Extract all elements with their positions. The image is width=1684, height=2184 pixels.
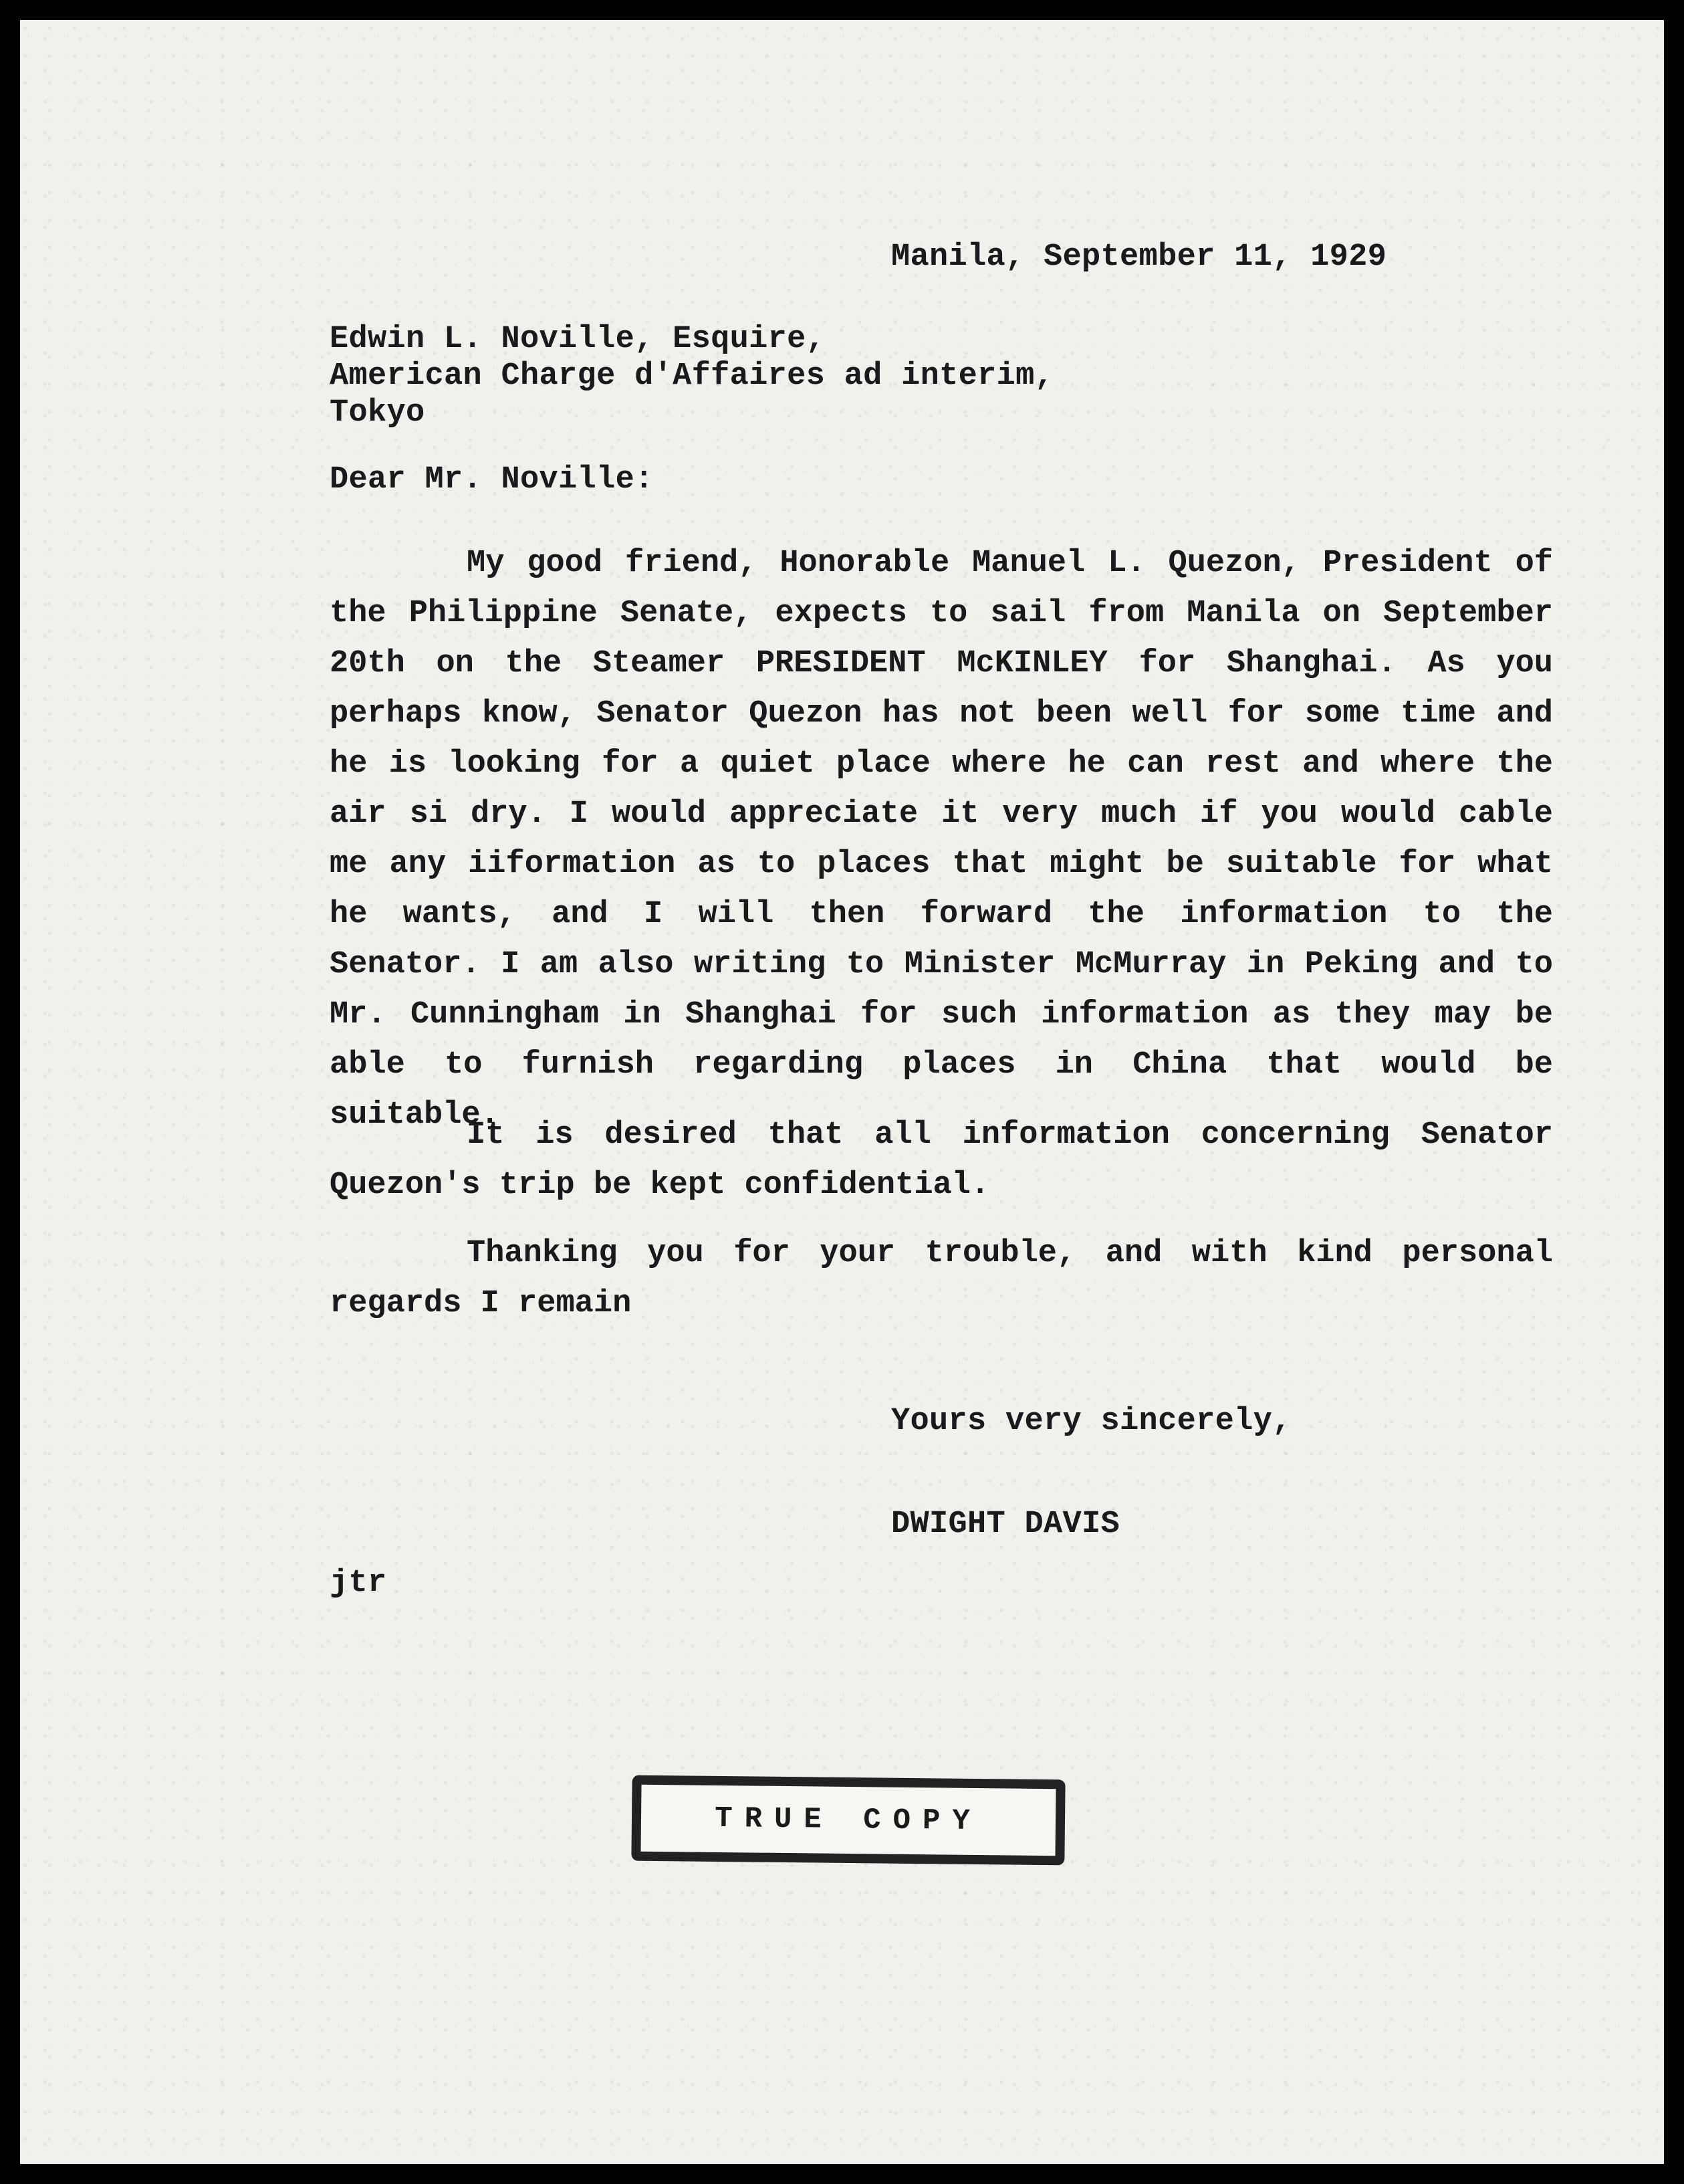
letter-page xyxy=(20,20,1664,2164)
closing: Yours very sincerely, xyxy=(891,1404,1292,1439)
salutation: Dear Mr. Noville: xyxy=(330,462,654,498)
body-paragraph: It is desired that all information concerning Senator Quezon's trip be kept confidential. xyxy=(330,1117,1553,1203)
body-paragraph: Thanking you for your trouble, and with kind personal regards I remain xyxy=(330,1236,1553,1321)
true-copy-stamp: TRUE COPY xyxy=(631,1775,1065,1866)
signature: DWIGHT DAVIS xyxy=(891,1507,1120,1542)
date-line: Manila, September 11, 1929 xyxy=(891,239,1387,275)
typist-initials: jtr xyxy=(330,1565,387,1601)
recipient-city: Tokyo xyxy=(330,395,425,431)
body-paragraph: My good friend, Honorable Manuel L. Quezon, President of the Philippine Senate, expects to sail from Manila on September 20th on the Steamer PRESIDENT McKINLEY for Shanghai. As you perhaps know, Senator Quezon has not been well for some time and he is looking for a quiet place where he can rest and where the air si dry. I would appreciate it very much if you would cable me any iiformation as to places that might be suitable for what he wants, and I will then forward the information to the Senator. I am also writing to Minister McMurray in Peking and to Mr. Cunningham in Shanghai for such information as they may be able to furnish regarding places in China that would be suitable. xyxy=(330,546,1553,1133)
recipient-name: Edwin L. Noville, Esquire, xyxy=(330,322,826,357)
recipient-title: American Charge d'Affaires ad interim, xyxy=(330,358,1054,394)
